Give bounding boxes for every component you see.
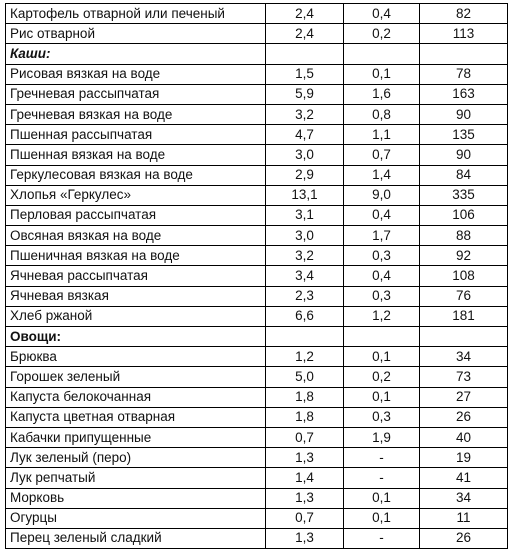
protein-cell: 2,4 [266,24,344,44]
fat-cell: 0,2 [344,24,420,44]
fat-cell: 0,1 [344,387,420,407]
protein-cell: 2,3 [266,286,344,306]
kcal-cell: 11 [420,508,508,528]
table-row [6,145,508,165]
table-row [6,165,508,185]
table-row [6,407,508,427]
section-title: Овощи: [6,327,266,347]
food-name-cell: Хлопья «Геркулес» [6,185,266,205]
kcal-cell: 26 [420,407,508,427]
kcal-cell: 78 [420,64,508,84]
food-name-cell: Рис отварной [6,24,266,44]
fat-cell: 0,1 [344,508,420,528]
fat-cell: 0,4 [344,266,420,286]
kcal-cell: 26 [420,528,508,548]
kcal-cell: 108 [420,266,508,286]
food-name-cell: Пшенная рассыпчатая [6,125,266,145]
empty-cell [266,44,344,64]
food-name-cell: Горошек зеленый [6,367,266,387]
nutrition-table [5,3,508,549]
protein-cell: 3,2 [266,104,344,124]
fat-cell: 0,1 [344,64,420,84]
table-row [6,347,508,367]
protein-cell: 2,4 [266,4,344,24]
kcal-cell: 90 [420,104,508,124]
fat-cell: 0,1 [344,488,420,508]
table-row [6,226,508,246]
protein-cell: 0,7 [266,427,344,447]
fat-cell: 0,2 [344,367,420,387]
table-row [6,448,508,468]
kcal-cell: 90 [420,145,508,165]
food-name-cell: Геркулесовая вязкая на воде [6,165,266,185]
protein-cell: 3,1 [266,205,344,225]
kcal-cell: 92 [420,246,508,266]
fat-cell: 1,2 [344,306,420,326]
table-row [6,246,508,266]
table-row [6,508,508,528]
fat-cell: 0,8 [344,104,420,124]
empty-cell [344,44,420,64]
table-row [6,266,508,286]
food-name-cell: Овсяная вязкая на воде [6,226,266,246]
protein-cell: 3,0 [266,226,344,246]
empty-cell [420,327,508,347]
kcal-cell: 19 [420,448,508,468]
food-name-cell: Ячневая вязкая [6,286,266,306]
food-name-cell: Гречневая вязкая на воде [6,104,266,124]
kcal-cell: 181 [420,306,508,326]
empty-cell [344,327,420,347]
kcal-cell: 113 [420,24,508,44]
fat-cell: 1,9 [344,427,420,447]
fat-cell: - [344,448,420,468]
table-row [6,125,508,145]
protein-cell: 1,3 [266,448,344,468]
table-row [6,367,508,387]
kcal-cell: 34 [420,488,508,508]
protein-cell: 2,9 [266,165,344,185]
section-header-row [6,327,508,347]
table-row [6,4,508,24]
protein-cell: 6,6 [266,306,344,326]
protein-cell: 1,3 [266,488,344,508]
empty-cell [420,44,508,64]
food-name-cell: Брюква [6,347,266,367]
kcal-cell: 163 [420,84,508,104]
food-name-cell: Гречневая рассыпчатая [6,84,266,104]
table-row [6,205,508,225]
kcal-cell: 34 [420,347,508,367]
protein-cell: 1,8 [266,407,344,427]
protein-cell: 3,4 [266,266,344,286]
protein-cell: 1,4 [266,468,344,488]
protein-cell: 1,8 [266,387,344,407]
kcal-cell: 88 [420,226,508,246]
fat-cell: 1,4 [344,165,420,185]
food-name-cell: Лук зеленый (перо) [6,448,266,468]
fat-cell: 1,1 [344,125,420,145]
table-row [6,528,508,548]
food-name-cell: Пшенная вязкая на воде [6,145,266,165]
protein-cell: 13,1 [266,185,344,205]
table-row [6,104,508,124]
food-name-cell: Перец зеленый сладкий [6,528,266,548]
kcal-cell: 106 [420,205,508,225]
food-name-cell: Капуста белокочанная [6,387,266,407]
table-row [6,64,508,84]
food-name-cell: Картофель отварной или печеный [6,4,266,24]
table-row [6,24,508,44]
protein-cell: 0,7 [266,508,344,528]
table-row [6,468,508,488]
fat-cell: 0,1 [344,347,420,367]
food-name-cell: Лук репчатый [6,468,266,488]
protein-cell: 5,0 [266,367,344,387]
kcal-cell: 335 [420,185,508,205]
food-name-cell: Ячневая рассыпчатая [6,266,266,286]
fat-cell: 0,3 [344,286,420,306]
protein-cell: 3,0 [266,145,344,165]
kcal-cell: 82 [420,4,508,24]
protein-cell: 4,7 [266,125,344,145]
food-name-cell: Пшеничная вязкая на воде [6,246,266,266]
empty-cell [266,327,344,347]
food-name-cell: Огурцы [6,508,266,528]
fat-cell: 0,3 [344,246,420,266]
protein-cell: 1,5 [266,64,344,84]
food-name-cell: Морковь [6,488,266,508]
food-name-cell: Перловая рассыпчатая [6,205,266,225]
table-row [6,185,508,205]
food-name-cell: Рисовая вязкая на воде [6,64,266,84]
protein-cell: 5,9 [266,84,344,104]
protein-cell: 1,2 [266,347,344,367]
fat-cell: 0,3 [344,407,420,427]
table-row [6,387,508,407]
fat-cell: - [344,528,420,548]
kcal-cell: 41 [420,468,508,488]
section-header-row [6,44,508,64]
table-row [6,488,508,508]
fat-cell: 9,0 [344,185,420,205]
protein-cell: 3,2 [266,246,344,266]
food-name-cell: Капуста цветная отварная [6,407,266,427]
fat-cell: - [344,468,420,488]
fat-cell: 1,7 [344,226,420,246]
fat-cell: 0,7 [344,145,420,165]
protein-cell: 1,3 [266,528,344,548]
table-row [6,427,508,447]
kcal-cell: 73 [420,367,508,387]
food-name-cell: Кабачки припущенные [6,427,266,447]
kcal-cell: 76 [420,286,508,306]
nutrition-table-body [6,4,508,549]
fat-cell: 1,6 [344,84,420,104]
kcal-cell: 135 [420,125,508,145]
table-row [6,286,508,306]
kcal-cell: 84 [420,165,508,185]
kcal-cell: 27 [420,387,508,407]
fat-cell: 0,4 [344,4,420,24]
food-name-cell: Хлеб ржаной [6,306,266,326]
table-row [6,306,508,326]
table-row [6,84,508,104]
section-title: Каши: [6,44,266,64]
fat-cell: 0,4 [344,205,420,225]
kcal-cell: 40 [420,427,508,447]
